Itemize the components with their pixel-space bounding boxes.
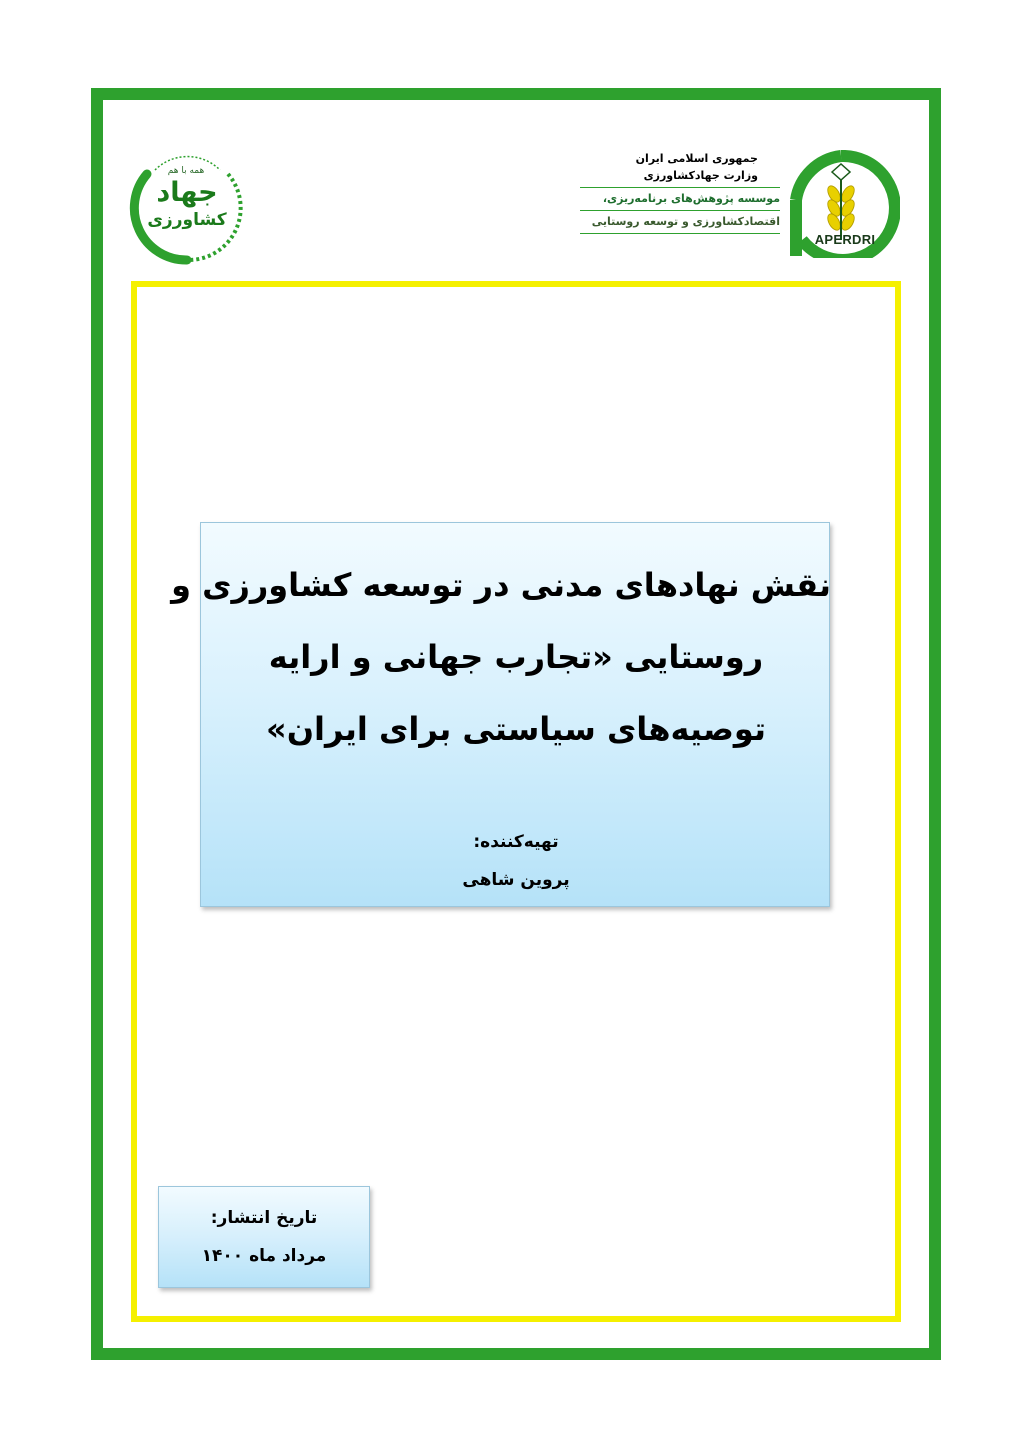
document-title	[171, 549, 831, 765]
institute-name-line2: اقتصادکشاورزی و توسعه روستایی	[591, 215, 780, 228]
title-line-2: روستایی «تجارب جهانی و ارایه	[268, 638, 764, 676]
ministry-block	[580, 150, 780, 236]
jahad-logo-title: جهاد	[156, 177, 218, 208]
institute-bottom-divider	[580, 233, 780, 234]
publication-date: مرداد ماه ۱۴۰۰	[201, 1246, 327, 1266]
title-line-1: نقش نهادهای مدنی در توسعه کشاورزی و	[171, 566, 831, 604]
title-box	[171, 522, 831, 907]
ministry-country: جمهوری اسلامی ایران	[635, 152, 758, 165]
title-line-3: توصیه‌های سیاستی برای ایران»	[266, 710, 766, 748]
aperdri-logo-text: APERDRI	[814, 232, 876, 247]
institute-name-line1: موسسه پژوهش‌های برنامه‌ریزی،	[602, 192, 780, 205]
author-label: تهیه‌کننده:	[473, 832, 559, 852]
jahad-logo-subtitle: کشاورزی	[147, 210, 227, 230]
ministry-divider	[580, 187, 780, 188]
author-block	[201, 823, 831, 899]
publication-date-box	[158, 1186, 370, 1288]
author-name: پروین شاهی	[462, 870, 570, 890]
institute-divider	[580, 210, 780, 211]
publication-label: تاریخ انتشار:	[210, 1208, 318, 1228]
jahad-logo-slogan: همه با هم	[167, 166, 205, 176]
ministry-name: وزارت جهادکشاورزی	[643, 169, 758, 182]
